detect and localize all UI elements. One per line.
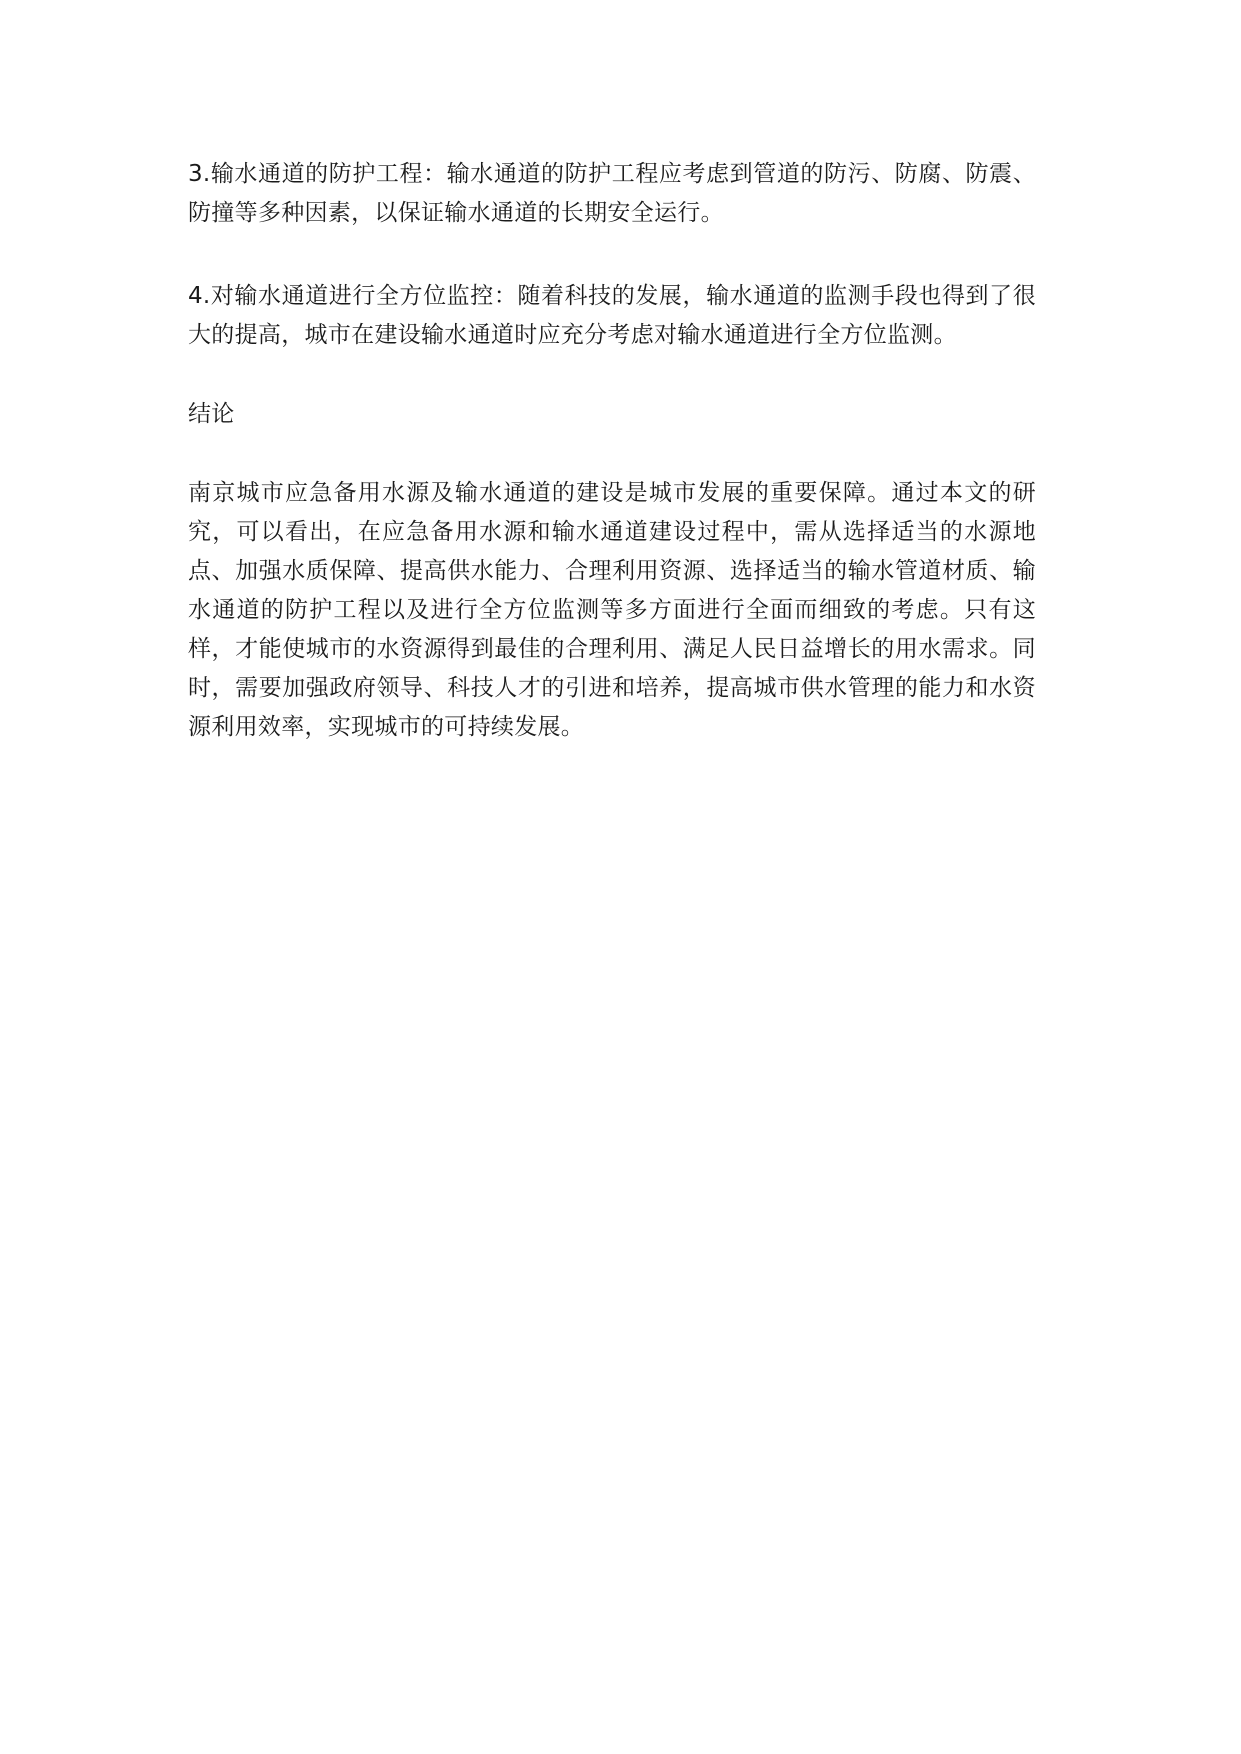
conclusion-paragraph: 南京城市应急备用水源及输水通道的建设是城市发展的重要保障。通过本文的研究，可以看出，在应急备用水源和输水通道建设过程中，需从选择适当的水源地点、加强水质保障、提高供水能力、合理利用资源、选择适当的输水管道材质、输水通道的防护工程以及进行全方位监测等多方面进行全面而细致的考虑。只有这样，才能使城市的水资源得到最佳的合理利用、满足人民日益增长的用水需求。同时，需要加强政府领导、科技人才的引进和培养，提高城市供水管理的能力和水资源利用效率，实现城市的可持续发展。	[188, 480, 1036, 740]
paragraph-monitoring: 4.对输水通道进行全方位监控：随着科技的发展，输水通道的监测手段也得到了很大的提高，城市在建设输水通道时应充分考虑对输水通道进行全方位监测。	[188, 283, 1036, 348]
document-page	[188, 155, 1036, 747]
paragraph-protection-engineering: 3.输水通道的防护工程：输水通道的防护工程应考虑到管道的防污、防腐、防震、防撞等多种因素，以保证输水通道的长期安全运行。	[188, 161, 1036, 226]
conclusion-heading: 结论	[188, 401, 235, 427]
